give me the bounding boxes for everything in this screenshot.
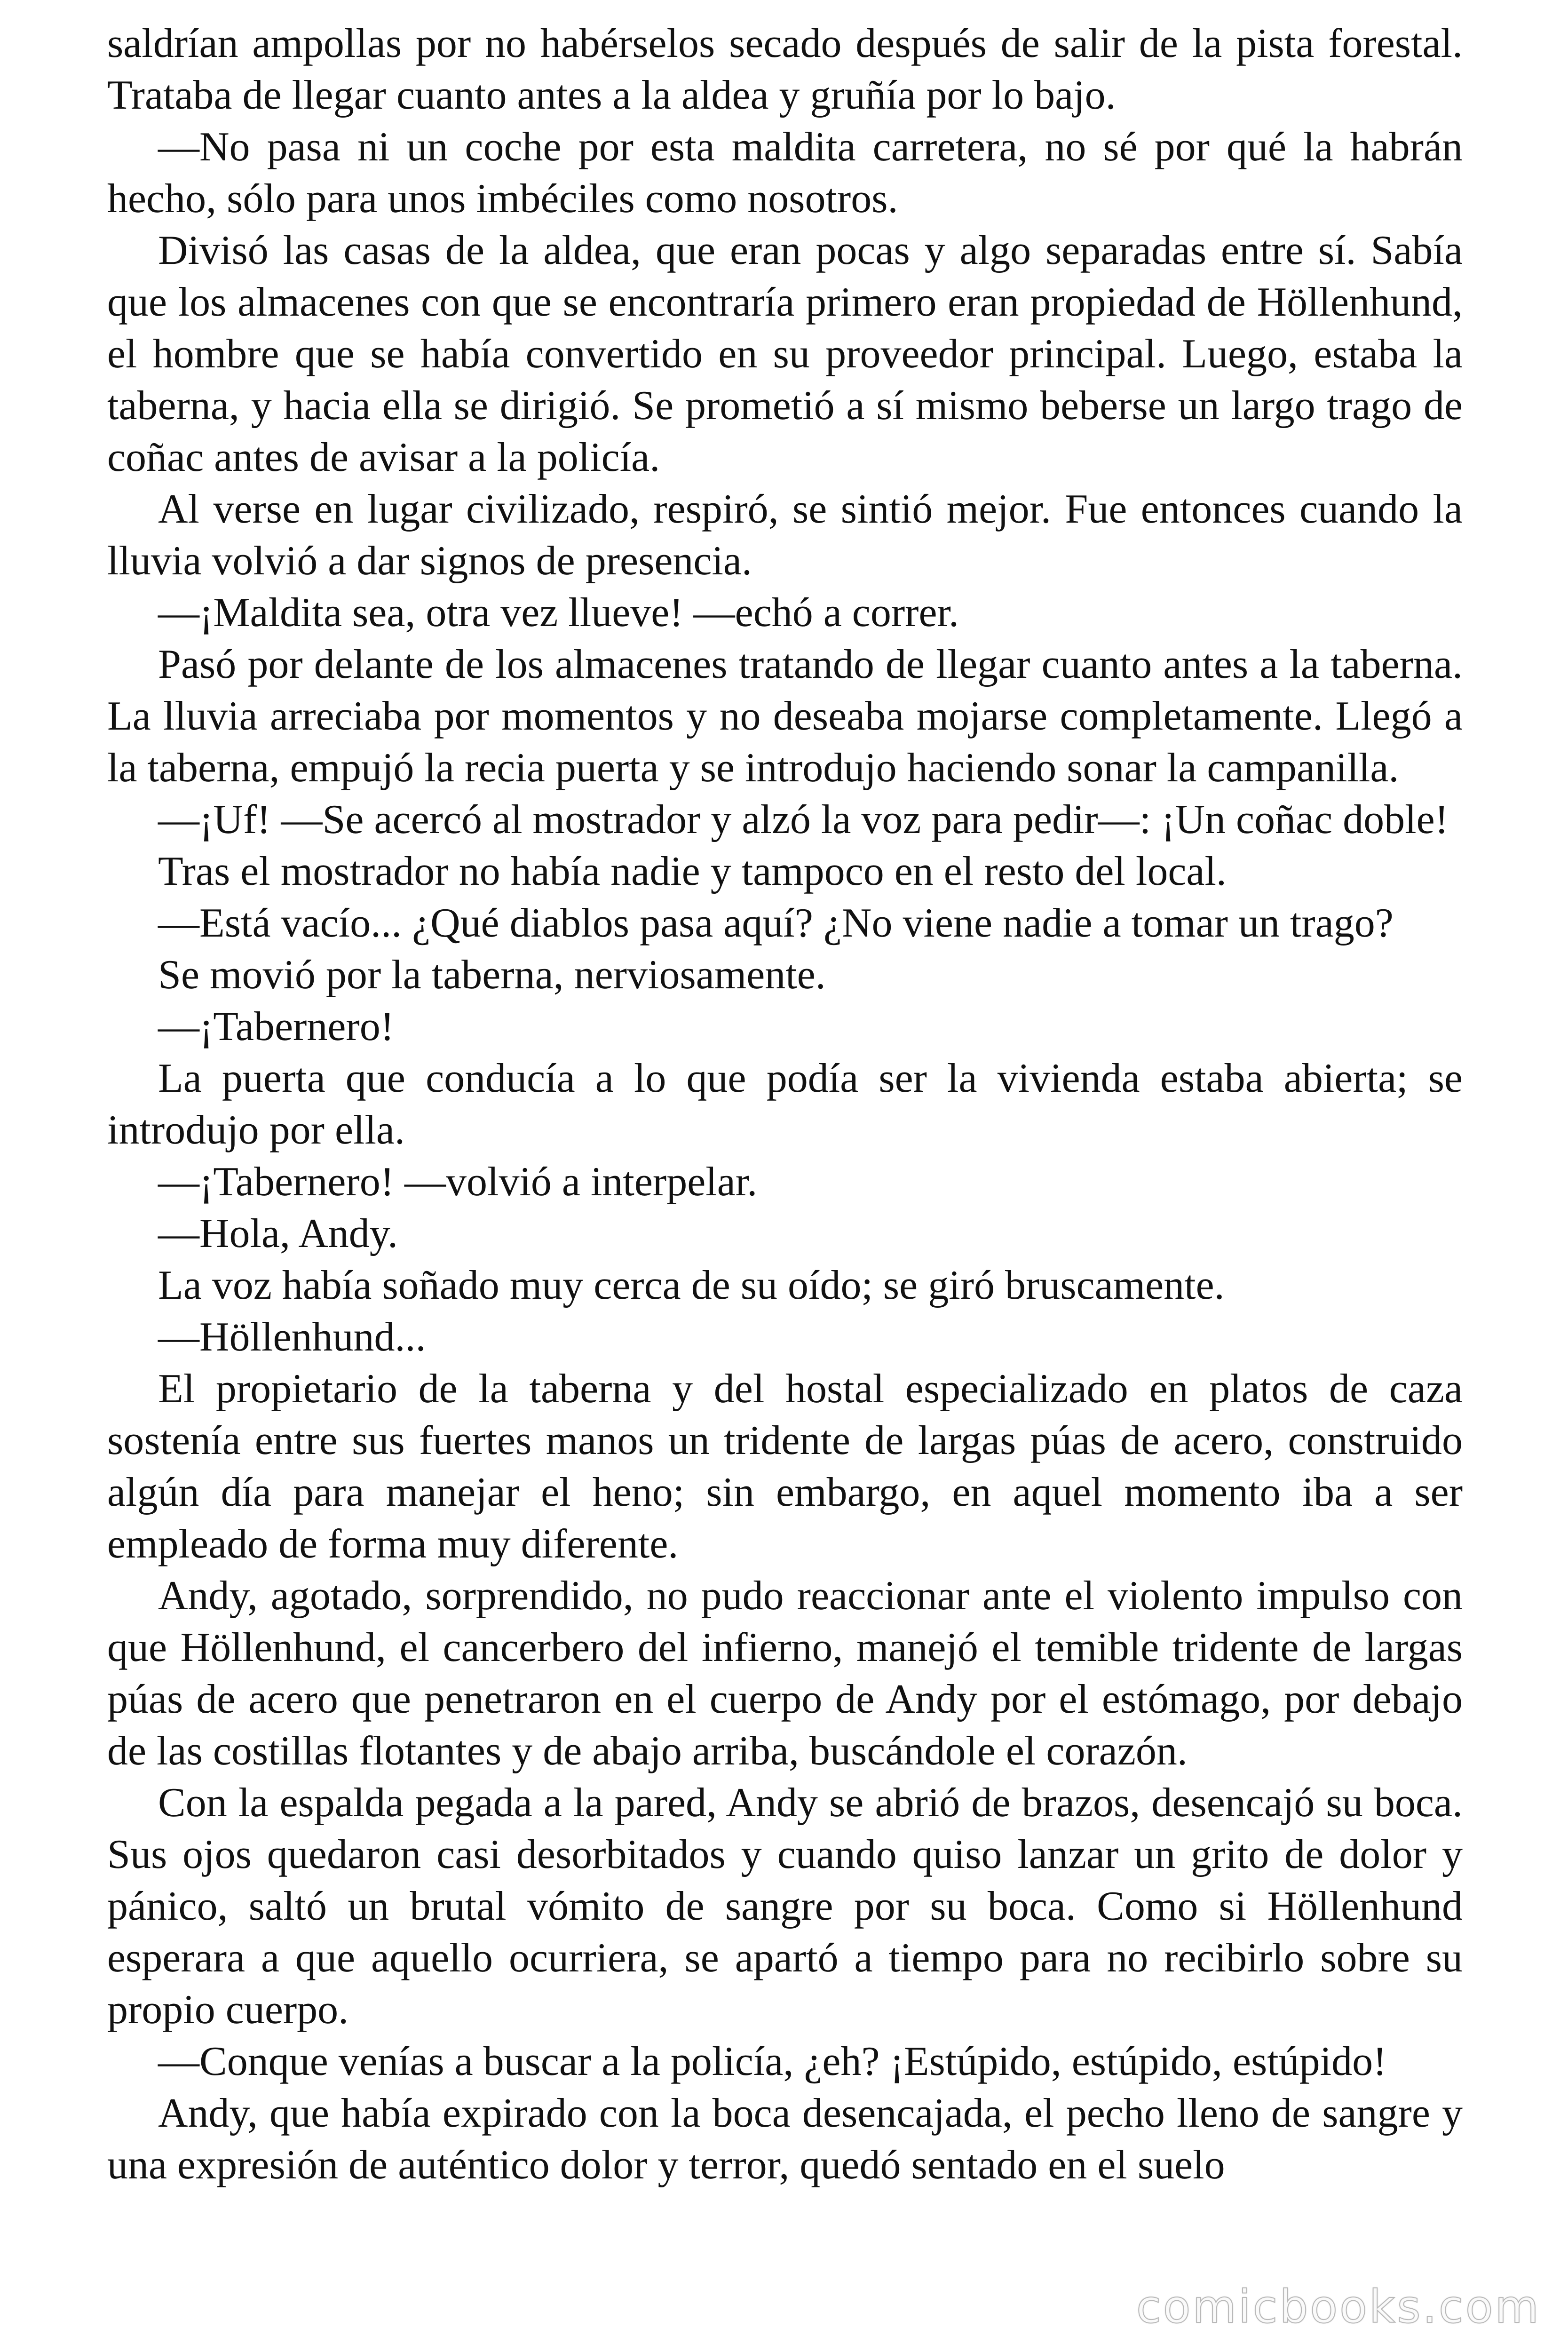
paragraph: Con la espalda pegada a la pared, Andy se abrió de brazos, desencajó su boca. Sus ojos quedaron casi desorbitados y cuando quiso lanzar un grito de dolor y pánico, saltó un brutal vómito de sangre por su boca. Como si Höllenhund esperara a que aquello ocurriera, se apartó a tiempo para no recibirlo sobre su propio cuerpo. <box>107 1780 1463 2033</box>
paragraph: —¡Uf! —Se acercó al mostrador y alzó la voz para pedir—: ¡Un coñac doble! <box>158 797 1449 842</box>
paragraph: Al verse en lugar civilizado, respiró, se sintió mejor. Fue entonces cuando la lluvia volvió a dar signos de presencia. <box>107 486 1463 584</box>
paragraph: La puerta que conducía a lo que podía ser la vivienda estaba abierta; se introdujo por ella. <box>107 1056 1463 1153</box>
paragraph: Divisó las casas de la aldea, que eran pocas y algo separadas entre sí. Sabía que los almacenes con que se encontraría primero eran propiedad de Höllenhund, el hombre que se había convertido en su proveedor principal. Luego, estaba la taberna, y hacia ella se dirigió. Se prometió a sí mismo beberse un largo trago de coñac antes de avisar a la policía. <box>107 228 1463 480</box>
paragraph: —¡Maldita sea, otra vez llueve! —echó a correr. <box>158 590 959 636</box>
paragraph: Andy, agotado, sorprendido, no pudo reaccionar ante el violento impulso con que Höllenhund, el cancerbero del infierno, manejó el temible tridente de largas púas de acero que penetraron en el cuerpo de Andy por el estómago, por debajo de las costillas flotantes y de abajo arriba, buscándole el corazón. <box>107 1573 1463 1774</box>
paragraph: Se movió por la taberna, nerviosamente. <box>158 952 826 998</box>
paragraph: —Hola, Andy. <box>158 1211 398 1256</box>
paragraph: —Está vacío... ¿Qué diablos pasa aquí? ¿No viene nadie a tomar un trago? <box>158 900 1394 946</box>
paragraph: Tras el mostrador no había nadie y tampoco en el resto del local. <box>158 849 1227 894</box>
paragraph: —¡Tabernero! —volvió a interpelar. <box>158 1159 758 1205</box>
paragraph: Andy, que había expirado con la boca desencajada, el pecho lleno de sangre y una expresión de auténtico dolor y terror, quedó sentado en el suelo <box>107 2090 1463 2188</box>
paragraph: saldrían ampollas por no habérselos secado después de salir de la pista forestal. Trataba de llegar cuanto antes a la aldea y gruñía por lo bajo. <box>107 21 1463 118</box>
paragraph: —No pasa ni un coche por esta maldita carretera, no sé por qué la habrán hecho, sólo para unos imbéciles como nosotros. <box>107 124 1463 222</box>
page-text <box>107 18 1463 2191</box>
paragraph: El propietario de la taberna y del hostal especializado en platos de caza sostenía entre sus fuertes manos un tridente de largas púas de acero, construido algún día para manejar el heno; sin embargo, en aquel momento iba a ser empleado de forma muy diferente. <box>107 1366 1463 1567</box>
paragraph: La voz había soñado muy cerca de su oído; se giró bruscamente. <box>158 1263 1225 1308</box>
paragraph: —Conque venías a buscar a la policía, ¿eh? ¡Estúpido, estúpido, estúpido! <box>158 2039 1387 2084</box>
paragraph: Pasó por delante de los almacenes tratando de llegar cuanto antes a la taberna. La lluvia arreciaba por momentos y no deseaba mojarse completamente. Llegó a la taberna, empujó la recia puerta y se introdujo haciendo sonar la campanilla. <box>107 642 1463 791</box>
watermark: comicbooks.com <box>1136 2280 1541 2333</box>
paragraph: —Höllenhund... <box>158 1314 426 1360</box>
paragraph: —¡Tabernero! <box>158 1004 395 1049</box>
